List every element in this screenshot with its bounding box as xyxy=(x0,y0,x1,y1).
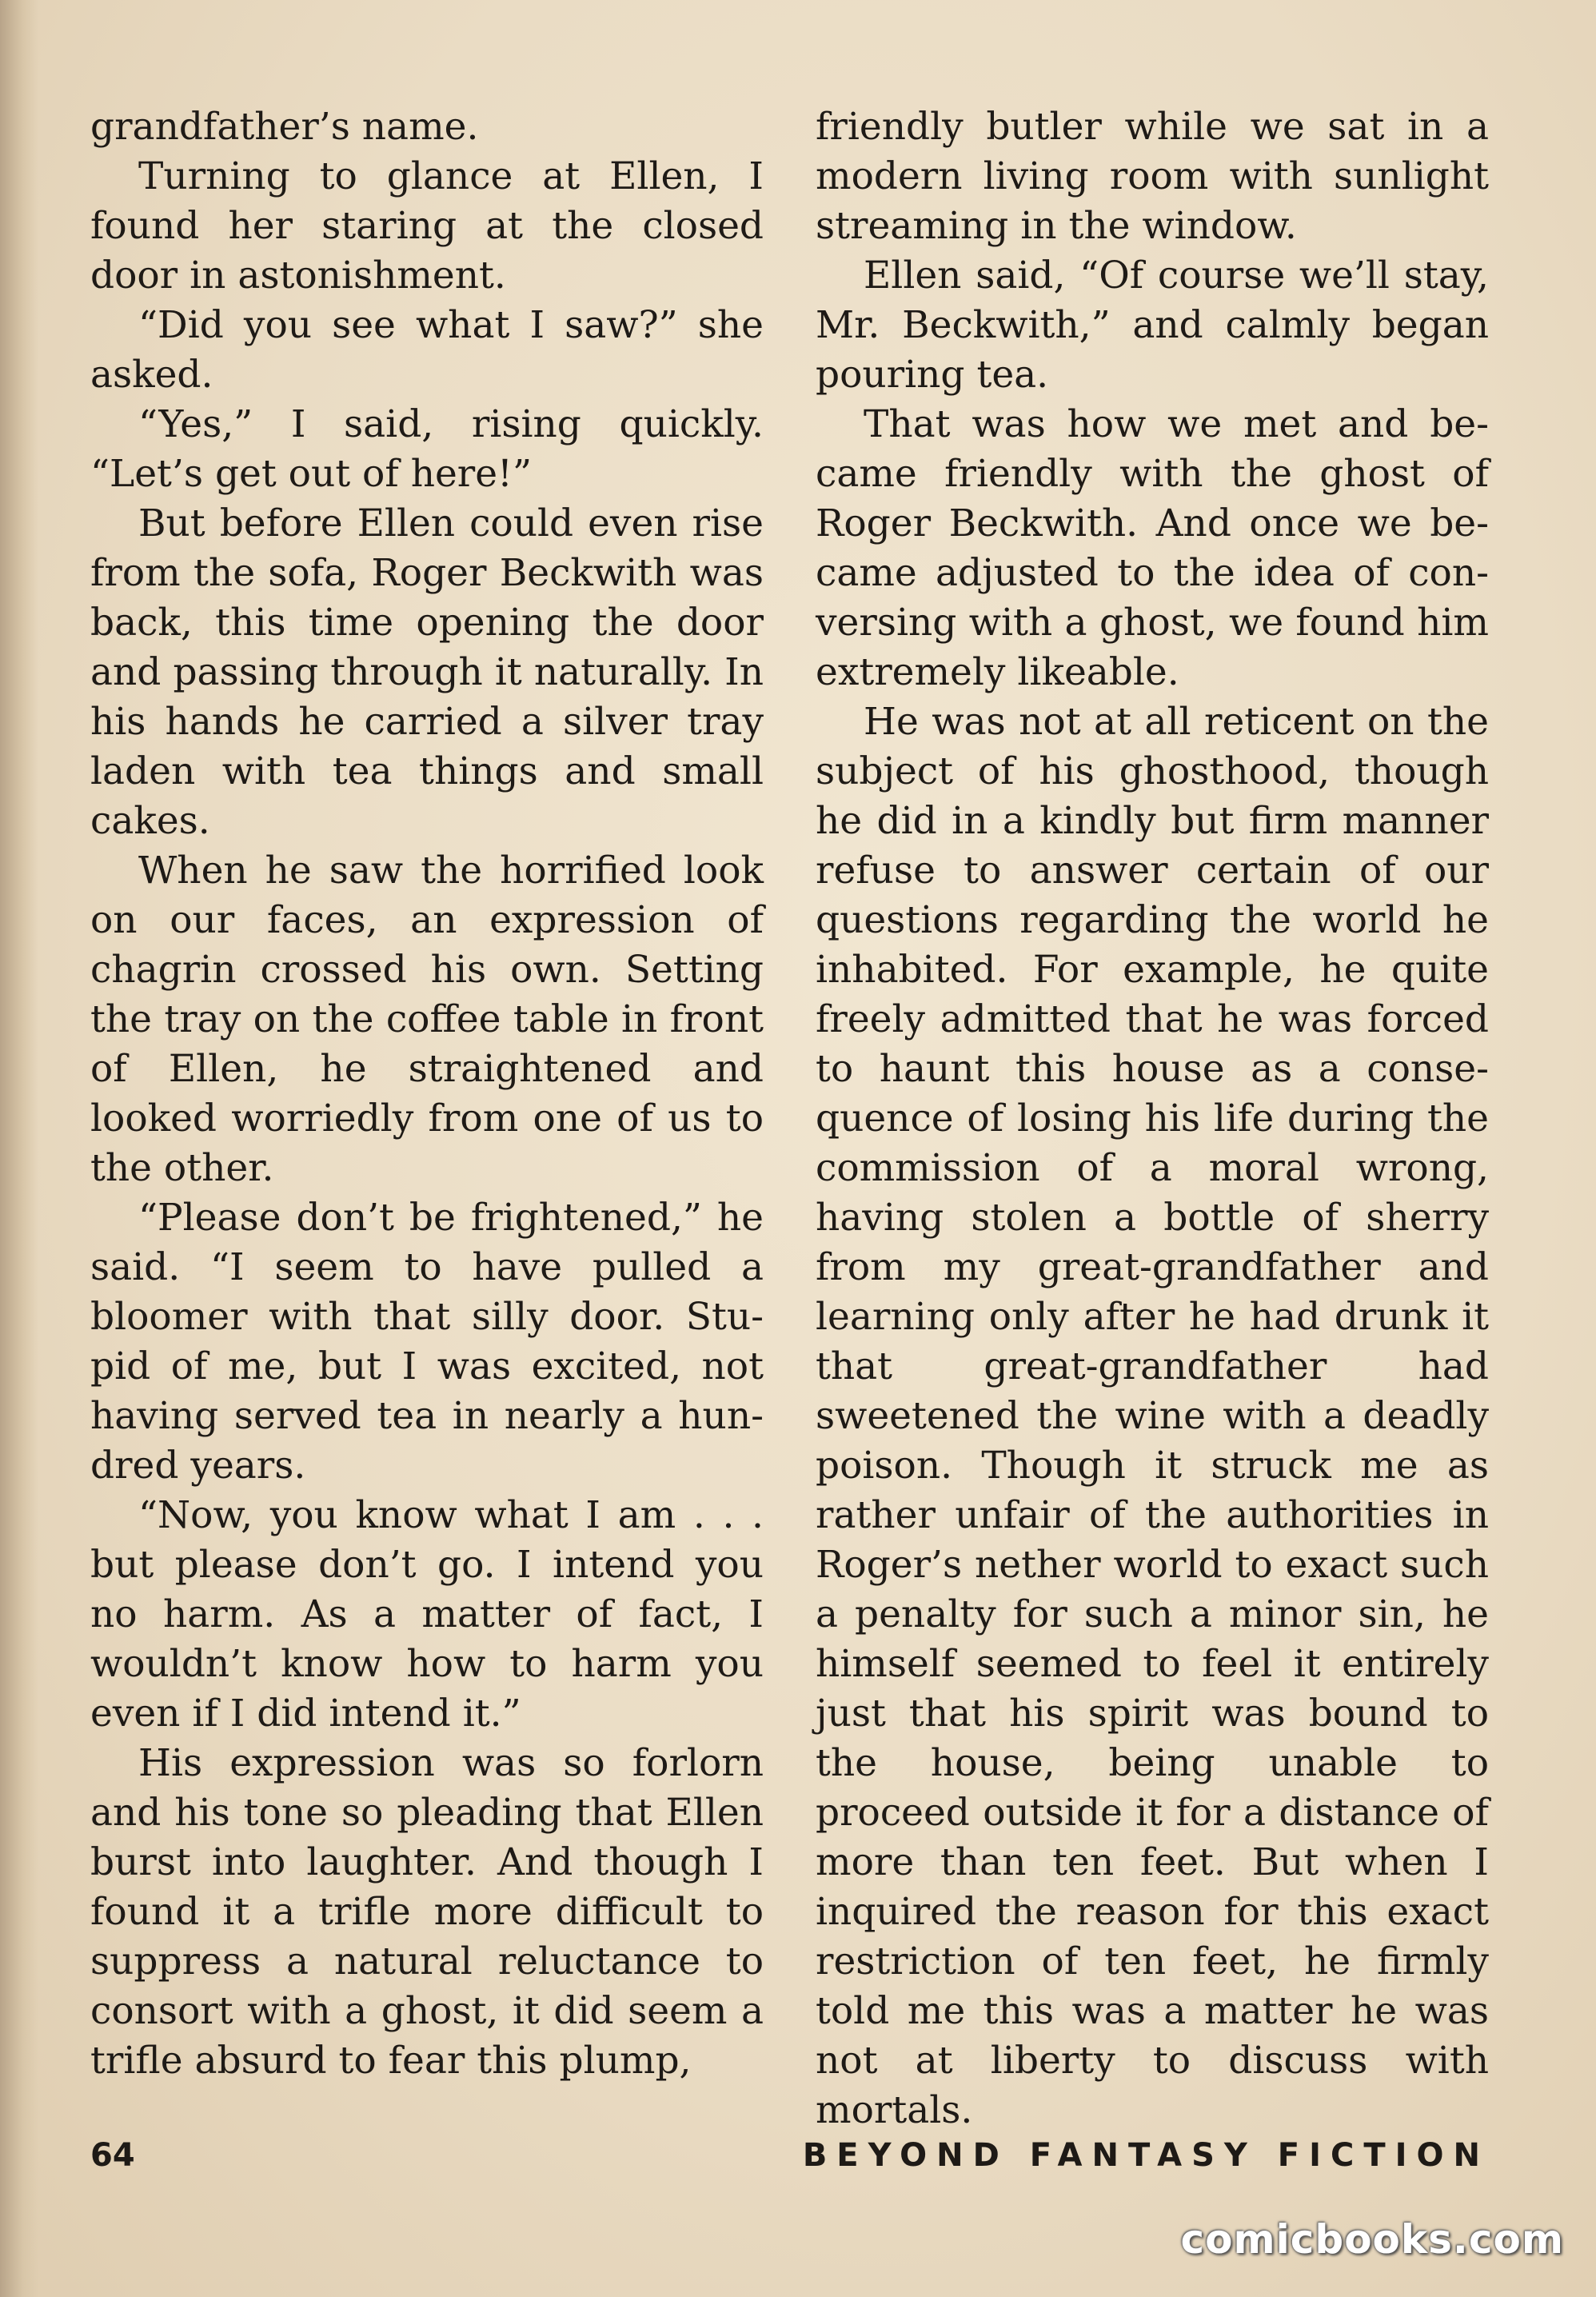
paragraph: grandfather’s name. xyxy=(90,105,479,149)
paragraph: “Did you see what I saw?” she asked. xyxy=(90,303,764,397)
spine-shadow xyxy=(0,0,38,2297)
paragraph: Turning to glance at Ellen, I found her staring at the closed door in astonishment. xyxy=(90,154,764,298)
paragraph: But before Ellen could even rise from the sofa, Roger Beckwith was back, this time opening the door and passing through it naturally. In his hands he carried a silver tray laden with tea things and small cakes. xyxy=(90,501,764,843)
paragraph: His expression was so forlorn and his tone so pleading that Ellen burst into laughter. And though I found it a trifle more difficult to suppress a natural reluctance to consort with a ghost, it did seem a trifle absurd to fear this plump, xyxy=(90,1741,764,2083)
left-text-column xyxy=(90,102,764,2086)
running-title: BEYOND FANTASY FICTION xyxy=(802,2137,1490,2174)
page-number: 64 xyxy=(90,2137,135,2174)
paragraph: He was not at all reticent on the subject of his ghosthood, though he did in a kindly but firm manner refuse to answer certain of our questions regarding the world he inhabited. For example, he quite freely admitted that he was forced to haunt this house as a consequence of losing his life during the commission of a moral wrong, having stolen a bottle of sherry from my great-grandfather and learning only after he had drunk it that great-grandfather had sweetened the wine with a deadly poison. Though it struck me as rather unfair of the authorities in Roger’s nether world to exact such a penalty for such a minor sin, he himself seemed to feel it entirely just that his spirit was bound to the house, being unable to proceed outside it for a distance of more than ten feet. But when I inquired the reason for this exact restriction of ten feet, he firmly told me this was a matter he was not at liberty to discuss with mortals. xyxy=(816,700,1489,2132)
paragraph: “Now, you know what I am . . . but please don’t go. I intend you no harm. As a matter of fact, I wouldn’t know how to harm you even if I did intend it.” xyxy=(90,1493,764,1736)
paragraph: “Yes,” I said, rising quickly. “Let’s get out of here!” xyxy=(90,402,764,496)
page-footer xyxy=(90,2131,1490,2179)
paragraph: friendly butler while we sat in a modern living room with sunlight streaming in the window. xyxy=(816,105,1489,248)
site-watermark: comicbooks.com xyxy=(1180,2216,1564,2263)
paragraph: When he saw the horrified look on our faces, an expression of chagrin crossed his own. Setting the tray on the coffee table in front of Ellen, he straightened and looked worriedly from one of us to the other. xyxy=(90,849,764,1190)
paragraph: Ellen said, “Of course we’ll stay, Mr. Beckwith,” and calmly began pouring tea. xyxy=(816,254,1489,397)
right-text-column xyxy=(816,102,1489,2135)
paragraph: “Please don’t be frightened,” he said. “I seem to have pulled a bloomer with that silly door. Stupid of me, but I was excited, not having served tea in nearly a hundred years. xyxy=(90,1196,764,1488)
paragraph: That was how we met and became friendly with the ghost of Roger Beckwith. And once we became adjusted to the idea of conversing with a ghost, we found him extremely likeable. xyxy=(816,402,1489,694)
